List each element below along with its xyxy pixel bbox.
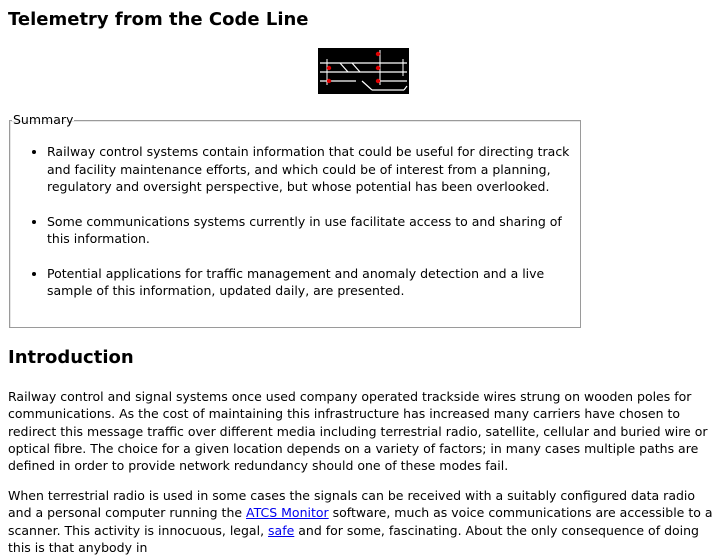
atcs-monitor-link[interactable]: ATCS Monitor	[246, 505, 329, 521]
intro-paragraph	[8, 487, 720, 556]
paragraph-text: When terrestrial radio is used in some cases the signals can be received with a suitably configured data radio and a personal computer running the	[8, 488, 696, 521]
page-title: Telemetry from the Code Line	[8, 9, 309, 30]
summary-list	[9, 143, 582, 317]
summary-item: • Railway control systems contain information that could be useful for directing track and facility maintenance efforts, and which could be of interest from a planning, regulatory and oversight perspective, but whose potential has been overlooked.	[47, 143, 582, 196]
intro-paragraph: Railway control and signal systems once used company operated trackside wires strung on wooden poles for communications. As the cost of maintaining this infrastructure has increased many carriers have chosen to redirect this message traffic over different media including terrestrial radio, satellite, cellular and buried wire or optical fibre. The choice for a given location depends on a variety of factors; in many cases multiple paths are defined in order to provide network redundancy should one of these modes fail.	[8, 389, 708, 474]
summary-legend: Summary	[13, 112, 74, 127]
summary-item: • Potential applications for traffic management and anomaly detection and a live sample of this information, updated daily, are presented.	[47, 265, 582, 300]
introduction-heading: Introduction	[8, 347, 134, 368]
track-diagram-icon	[318, 48, 409, 94]
safe-link[interactable]: safe	[268, 522, 295, 538]
summary-item: • Some communications systems currently in use facilitate access to and sharing of this information.	[47, 213, 582, 248]
paragraph-text: and for some, fascinating. About the only consequence of doing this is that anybody in	[8, 522, 699, 555]
paragraph-text: software, much as voice communications are accessible to a scanner. This activity is innocuous, legal,	[8, 505, 713, 538]
